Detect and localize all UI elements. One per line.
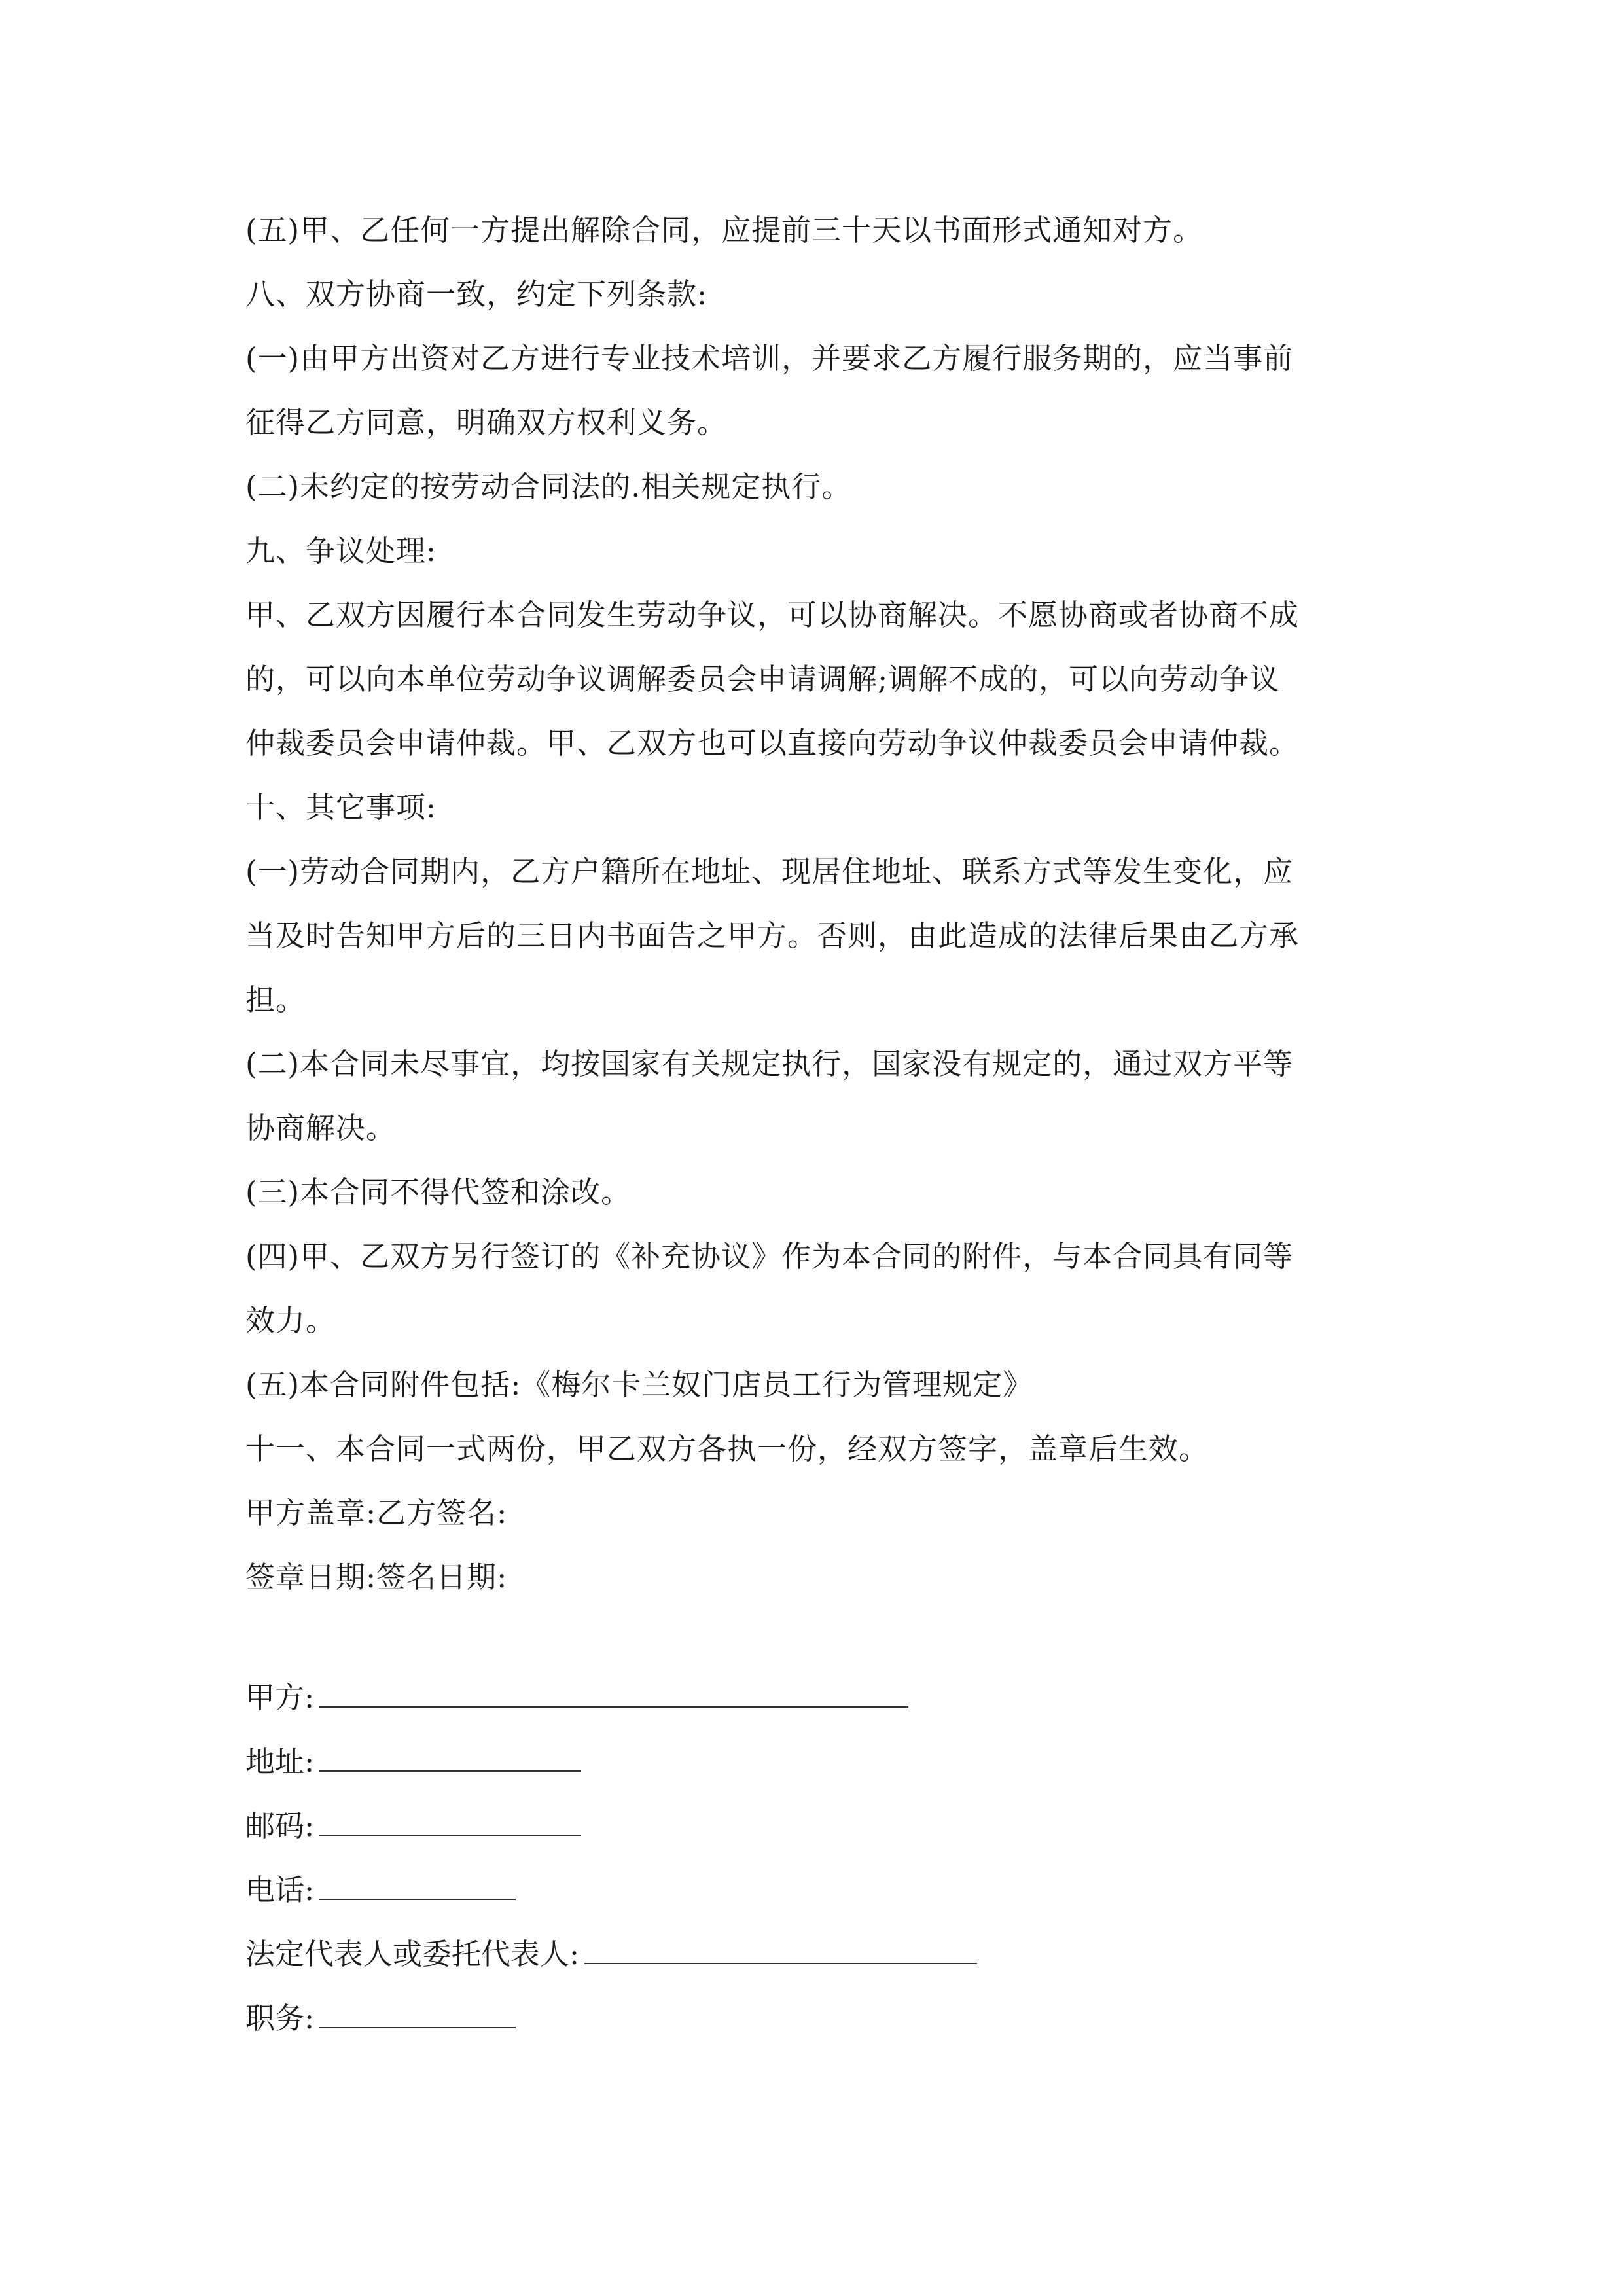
seal-signature-line: 甲方盖章:乙方签名: <box>245 1496 508 1530</box>
position-blank[interactable] <box>319 2001 516 2028</box>
party-a-label: 甲方: <box>245 1680 315 1715</box>
other-matters-line-8: 效力。 <box>245 1303 336 1338</box>
phone-blank[interactable] <box>319 1873 516 1900</box>
phone-row <box>245 1858 1397 1922</box>
representative-label: 法定代表人或委托代表人: <box>245 1937 580 1971</box>
phone-label: 电话: <box>245 1873 315 1907</box>
address-label: 地址: <box>245 1744 315 1779</box>
other-matters-line-4: (二)本合同未尽事宜，均按国家有关规定执行，国家没有规定的，通过双方平等 <box>245 1047 1294 1081</box>
clause-line-training-cont: 征得乙方同意，明确双方权利义务。 <box>245 405 728 440</box>
other-matters-line-1: (一)劳动合同期内，乙方户籍所在地址、现居住地址、联系方式等发生变化，应 <box>245 854 1294 889</box>
other-matters-line-5: 协商解决。 <box>245 1111 397 1145</box>
address-blank[interactable] <box>319 1744 581 1772</box>
section-heading-10: 十、其它事项: <box>245 790 437 825</box>
seal-date-line: 签章日期:签名日期: <box>245 1560 508 1594</box>
other-matters-line-3: 担。 <box>245 982 306 1017</box>
other-matters-line-6: (三)本合同不得代签和涂改。 <box>245 1175 632 1210</box>
representative-blank[interactable] <box>584 1937 977 1964</box>
dispute-line-3: 仲裁委员会申请仲裁。甲、乙双方也可以直接向劳动争议仲裁委员会申请仲裁。 <box>245 726 1300 761</box>
postcode-label: 邮码: <box>245 1808 315 1843</box>
representative-row <box>245 1922 1397 1986</box>
other-matters-line-9: (五)本合同附件包括:《梅尔卡兰奴门店员工行为管理规定》 <box>245 1367 1033 1402</box>
party-a-blank[interactable] <box>319 1680 908 1708</box>
section-heading-11: 十一、本合同一式两份，甲乙双方各执一份，经双方签字，盖章后生效。 <box>245 1431 1209 1466</box>
other-matters-line-7: (四)甲、乙双方另行签订的《补充协议》作为本合同的附件，与本合同具有同等 <box>245 1239 1294 1274</box>
clause-line-withdrawal-notice: (五)甲、乙任何一方提出解除合同，应提前三十天以书面形式通知对方。 <box>245 213 1204 247</box>
section-heading-8: 八、双方协商一致，约定下列条款: <box>245 277 708 312</box>
clause-line-training: (一)由甲方出资对乙方进行专业技术培训，并要求乙方履行服务期的，应当事前 <box>245 341 1294 376</box>
address-row <box>245 1730 1397 1794</box>
party-info-block <box>245 1666 1397 2051</box>
clause-line-unspecified: (二)未约定的按劳动合同法的.相关规定执行。 <box>245 469 852 504</box>
position-label: 职务: <box>245 2001 315 2036</box>
contract-body <box>245 198 1397 1609</box>
postcode-row <box>245 1794 1397 1858</box>
dispute-line-1: 甲、乙双方因履行本合同发生劳动争议，可以协商解决。不愿协商或者协商不成 <box>245 598 1300 632</box>
section-heading-9: 九、争议处理: <box>245 533 437 568</box>
party-a-row <box>245 1666 1397 1730</box>
postcode-blank[interactable] <box>319 1808 581 1836</box>
other-matters-line-2: 当及时告知甲方后的三日内书面告之甲方。否则，由此造成的法律后果由乙方承 <box>245 918 1300 953</box>
dispute-line-2: 的，可以向本单位劳动争议调解委员会申请调解;调解不成的，可以向劳动争议 <box>245 662 1280 696</box>
position-row <box>245 1986 1397 2051</box>
